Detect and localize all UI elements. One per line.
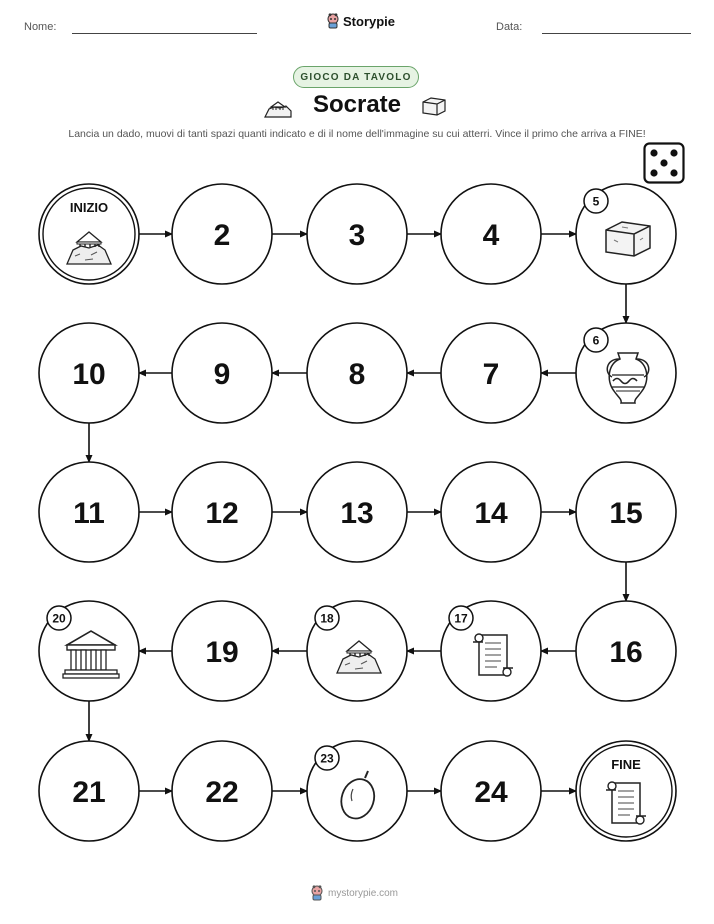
game-type-badge: GIOCO DA TAVOLO: [293, 66, 419, 88]
date-label: Data:: [496, 21, 523, 33]
board-space[interactable]: [307, 323, 407, 423]
name-label: Nome:: [24, 21, 57, 33]
instructions: Lancia un dado, muovi di tanti spazi quanti indicato e di il nome dell'immagine su cui atterri. Vince il primo che arriva a FINE!: [68, 128, 646, 140]
board-space[interactable]: [307, 601, 407, 701]
space-number: 15: [609, 497, 643, 530]
space-label: INIZIO: [69, 200, 109, 215]
space-number: 21: [72, 776, 106, 809]
space-number: 16: [609, 636, 643, 669]
board-space[interactable]: [576, 741, 676, 841]
board-space[interactable]: [307, 184, 407, 284]
board-space[interactable]: [39, 184, 139, 284]
board-space[interactable]: [172, 462, 272, 562]
space-number: 10: [72, 358, 106, 391]
space-number: 14: [474, 497, 508, 530]
page-title: Socrate: [312, 91, 402, 118]
space-number: 12: [205, 497, 239, 530]
space-number: 18: [320, 611, 334, 626]
board-space[interactable]: [39, 323, 139, 423]
board-space[interactable]: [307, 462, 407, 562]
board-space[interactable]: [441, 184, 541, 284]
board-space[interactable]: [441, 462, 541, 562]
footer: [310, 885, 398, 901]
space-number: 4: [482, 219, 500, 252]
space-number: 2: [213, 219, 231, 252]
footer-url: mystorypie.com: [328, 887, 399, 899]
board-space[interactable]: [39, 462, 139, 562]
board-space[interactable]: [576, 323, 676, 423]
board-space[interactable]: [307, 741, 407, 841]
space-number: 19: [205, 636, 239, 669]
space-number: 11: [73, 497, 105, 530]
brand-name: Storypie: [343, 13, 396, 29]
space-number: 9: [213, 358, 231, 391]
space-number: 13: [340, 497, 374, 530]
space-number: 20: [52, 611, 66, 626]
scroll-icon: [473, 634, 513, 676]
stone-block-icon: [606, 222, 650, 256]
board-space[interactable]: [172, 323, 272, 423]
space-number: 24: [474, 776, 508, 809]
storypie-footer-icon: [310, 885, 324, 901]
space-number: 3: [348, 219, 366, 252]
board-space[interactable]: [441, 323, 541, 423]
board-space[interactable]: [576, 601, 676, 701]
board-space[interactable]: [576, 462, 676, 562]
space-number: 22: [205, 776, 239, 809]
board-space[interactable]: [39, 601, 139, 701]
space-number: 23: [320, 751, 334, 766]
board-space[interactable]: [576, 184, 676, 284]
board-space[interactable]: [39, 741, 139, 841]
board-space[interactable]: [172, 601, 272, 701]
space-number: 8: [348, 358, 366, 391]
scroll-icon: [606, 782, 646, 824]
space-number: 5: [592, 194, 600, 209]
space-number: 7: [482, 358, 500, 391]
space-number: 17: [454, 611, 468, 626]
space-label: FINE: [611, 757, 641, 772]
board-space[interactable]: [441, 741, 541, 841]
board-space[interactable]: [172, 184, 272, 284]
space-number: 6: [592, 333, 600, 348]
board-space[interactable]: [441, 601, 541, 701]
board-space[interactable]: [172, 741, 272, 841]
